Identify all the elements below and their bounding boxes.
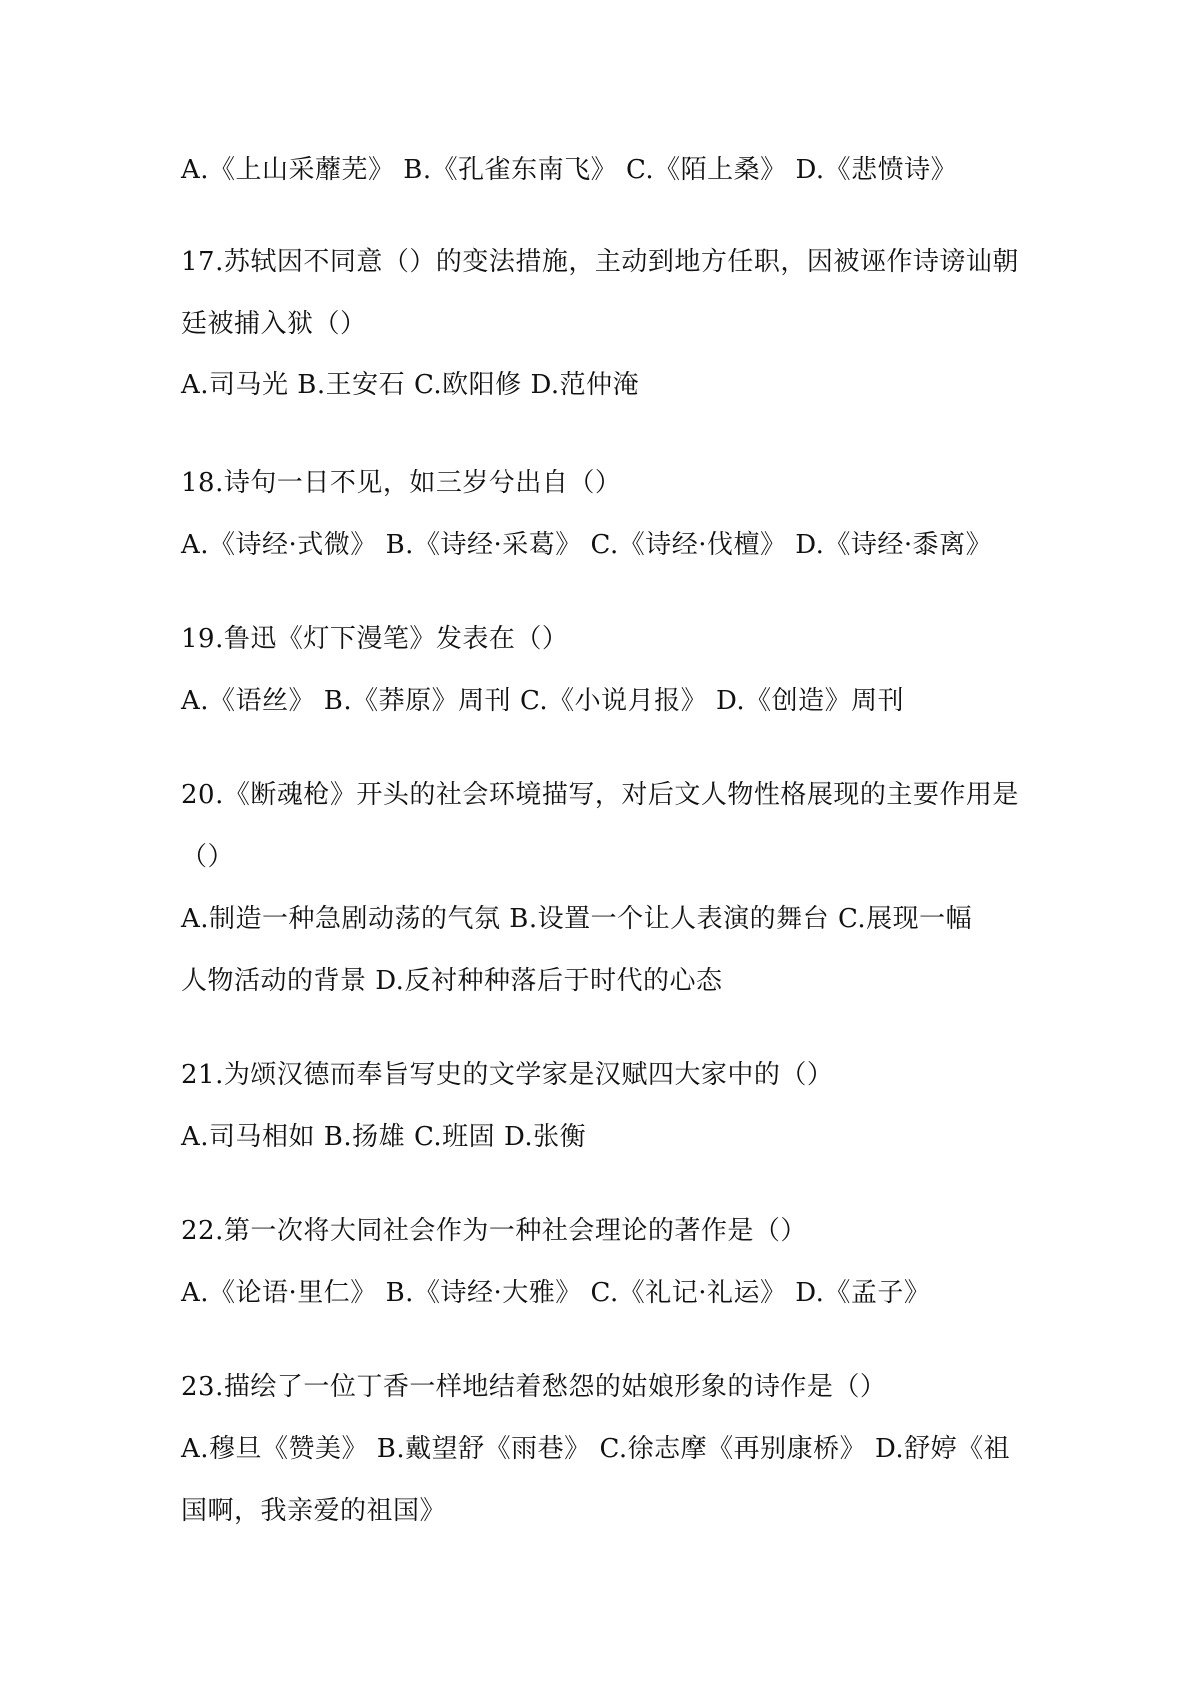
- q17-question-line-2: 廷被捕入狱（）: [181, 309, 367, 339]
- q23-question: 23.描绘了一位丁香一样地结着愁怨的姑娘形象的诗作是（）: [181, 1372, 887, 1402]
- q17-options: A.司马光 B.王安石 C.欧阳修 D.范仲淹: [181, 370, 640, 400]
- q16-options: A.《上山采蘼芜》 B.《孔雀东南飞》 C.《陌上桑》 D.《悲愤诗》: [181, 155, 958, 185]
- q20-options-line-2: 人物活动的背景 D.反衬种种落后于时代的心态: [181, 966, 723, 996]
- q18-options: A.《诗经·式微》 B.《诗经·采葛》 C.《诗经·伐檀》 D.《诗经·黍离》: [181, 530, 993, 560]
- q22-options: A.《论语·里仁》 B.《诗经·大雅》 C.《礼记·礼运》 D.《孟子》: [181, 1278, 931, 1308]
- q21-question: 21.为颂汉德而奉旨写史的文学家是汉赋四大家中的（）: [181, 1060, 834, 1090]
- q21-options: A.司马相如 B.扬雄 C.班固 D.张衡: [181, 1122, 587, 1152]
- q23-options-line-1: A.穆旦《赞美》 B.戴望舒《雨巷》 C.徐志摩《再别康桥》 D.舒婷《祖: [181, 1434, 1011, 1464]
- q17-question-line-1: 17.苏轼因不同意（）的变法措施，主动到地方任职，因被诬作诗谤讪朝: [181, 247, 1019, 277]
- q23-options-line-2: 国啊，我亲爱的祖国》: [181, 1496, 447, 1526]
- q18-question: 18.诗句一日不见，如三岁兮出自（）: [181, 468, 622, 498]
- q19-question: 19.鲁迅《灯下漫笔》发表在（）: [181, 624, 569, 654]
- q22-question: 22.第一次将大同社会作为一种社会理论的著作是（）: [181, 1216, 807, 1246]
- q20-question-line-2: （）: [181, 842, 235, 872]
- q19-options: A.《语丝》 B.《莽原》周刊 C.《小说月报》 D.《创造》周刊: [181, 686, 905, 716]
- q20-options-line-1: A.制造一种急剧动荡的气氛 B.设置一个让人表演的舞台 C.展现一幅: [181, 904, 973, 934]
- q20-question-line-1: 20.《断魂枪》开头的社会环境描写，对后文人物性格展现的主要作用是: [181, 780, 1019, 810]
